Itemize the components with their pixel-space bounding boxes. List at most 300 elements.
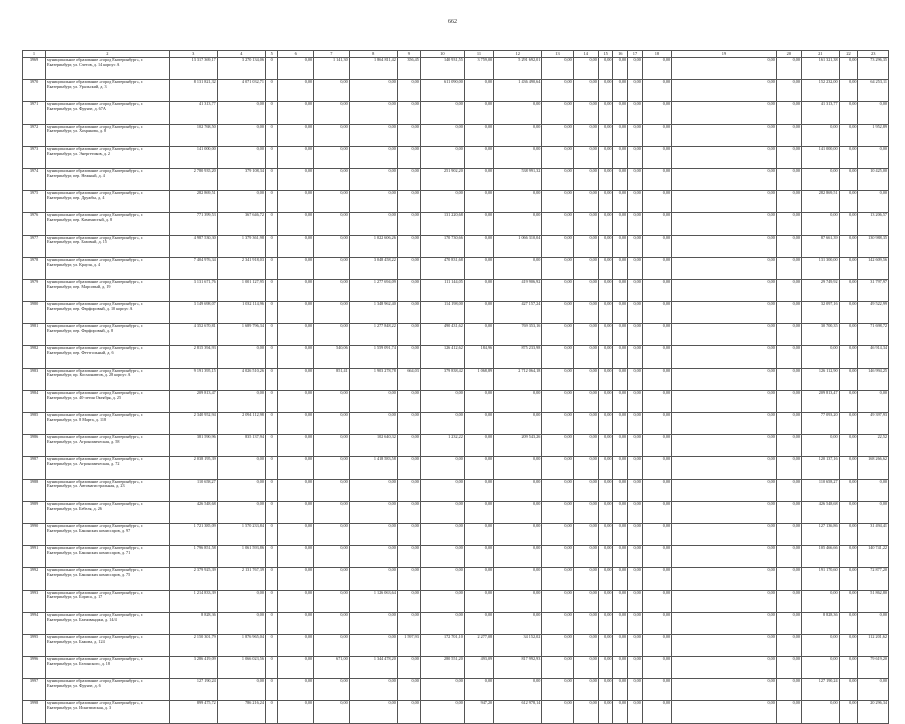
value-cell: 0,00 bbox=[420, 612, 464, 634]
value-cell: 0,00 bbox=[217, 612, 265, 634]
value-cell: 0,00 bbox=[776, 501, 801, 523]
value-cell: 0,00 bbox=[598, 124, 613, 146]
value-cell: 0,00 bbox=[314, 390, 350, 412]
address-cell: муниципальное образование «город Екатеринбург», г. Екатеринбург, ул. Хохрякова, д. 8 bbox=[46, 124, 170, 146]
value-cell: 0 bbox=[265, 634, 278, 656]
value-cell: 2 131 767,39 bbox=[217, 568, 265, 590]
value-cell: 0,00 bbox=[613, 679, 628, 701]
value-cell: 0,00 bbox=[598, 390, 613, 412]
value-cell: 0,00 bbox=[598, 523, 613, 545]
value-cell: 0,00 bbox=[397, 435, 420, 457]
value-cell: 0,00 bbox=[314, 701, 350, 723]
row-id-cell: 3996 bbox=[23, 657, 46, 679]
value-cell: 0,00 bbox=[628, 168, 643, 190]
value-cell: 0,00 bbox=[613, 612, 628, 634]
value-cell: 0,00 bbox=[278, 568, 314, 590]
value-cell: 0,00 bbox=[542, 568, 573, 590]
table-row bbox=[23, 80, 889, 102]
value-cell: 0 bbox=[265, 390, 278, 412]
value-cell: 0,00 bbox=[217, 479, 265, 501]
value-cell: 0,00 bbox=[314, 213, 350, 235]
value-cell: 0,00 bbox=[464, 457, 493, 479]
value-cell: 0,00 bbox=[278, 701, 314, 723]
value-cell: 0,00 bbox=[839, 501, 858, 523]
value-cell: 0,00 bbox=[628, 568, 643, 590]
value-cell: 2 780 935,20 bbox=[169, 168, 217, 190]
value-cell: 0,00 bbox=[858, 612, 889, 634]
value-cell: 0,00 bbox=[278, 324, 314, 346]
value-cell: 1 418 583,58 bbox=[349, 457, 397, 479]
value-cell: 0,00 bbox=[839, 701, 858, 723]
value-cell: 5 291 692,01 bbox=[494, 58, 542, 80]
value-cell: 0,00 bbox=[397, 302, 420, 324]
value-cell: 0,00 bbox=[542, 80, 573, 102]
value-cell: 0,00 bbox=[278, 257, 314, 279]
value-cell: 0,00 bbox=[598, 546, 613, 568]
value-cell: 41 313,77 bbox=[801, 102, 839, 124]
value-cell: 0,00 bbox=[613, 213, 628, 235]
table-row bbox=[23, 413, 889, 435]
value-cell: 0,00 bbox=[314, 523, 350, 545]
value-cell: 0,00 bbox=[494, 568, 542, 590]
address-cell: муниципальное образование «город Екатеринбург», г. Екатеринбург, пер. Фарфоровый, д. 10 корпус А bbox=[46, 302, 170, 324]
value-cell: 0,00 bbox=[494, 523, 542, 545]
value-cell: 0,00 bbox=[314, 168, 350, 190]
table-row bbox=[23, 701, 889, 723]
value-cell: 0,00 bbox=[542, 58, 573, 80]
value-cell: 0,00 bbox=[349, 546, 397, 568]
value-cell: 0,00 bbox=[672, 390, 777, 412]
value-cell: 0,00 bbox=[613, 634, 628, 656]
value-cell: 72 877,20 bbox=[858, 568, 889, 590]
value-cell: 0,00 bbox=[642, 191, 671, 213]
value-cell: 3 286 419,09 bbox=[169, 657, 217, 679]
value-cell: 0,00 bbox=[420, 191, 464, 213]
value-cell: 0 bbox=[265, 124, 278, 146]
row-id-cell: 3990 bbox=[23, 523, 46, 545]
value-cell: 79 619,20 bbox=[858, 657, 889, 679]
value-cell: 0,00 bbox=[628, 479, 643, 501]
value-cell: 0,00 bbox=[776, 523, 801, 545]
value-cell: 46 914,34 bbox=[858, 346, 889, 368]
value-cell: 0,00 bbox=[464, 191, 493, 213]
value-cell: 0 bbox=[265, 279, 278, 301]
value-cell: 0,00 bbox=[672, 679, 777, 701]
value-cell: 0,00 bbox=[642, 568, 671, 590]
value-cell: 32 097,16 bbox=[801, 302, 839, 324]
value-cell: 0,00 bbox=[314, 102, 350, 124]
address-cell: муниципальное образование «город Екатеринбург», г. Екатеринбург, пер. Марсовый, д. 19 bbox=[46, 279, 170, 301]
value-cell: 0,00 bbox=[858, 146, 889, 168]
value-cell: 209 813,47 bbox=[169, 390, 217, 412]
value-cell: 0,00 bbox=[642, 368, 671, 390]
value-cell: 0,00 bbox=[349, 523, 397, 545]
value-cell: 0,00 bbox=[613, 346, 628, 368]
value-cell: 51 862,80 bbox=[858, 590, 889, 612]
value-cell: 0,00 bbox=[839, 302, 858, 324]
table-row bbox=[23, 479, 889, 501]
value-cell: 41 313,77 bbox=[169, 102, 217, 124]
value-cell: 1 903 278,78 bbox=[349, 368, 397, 390]
value-cell: 0,00 bbox=[397, 413, 420, 435]
value-cell: 0,00 bbox=[278, 346, 314, 368]
address-cell: муниципальное образование «город Екатеринбург», г. Екатеринбург, ул. Автомагистральная, д. 23 bbox=[46, 479, 170, 501]
value-cell: 0,00 bbox=[839, 324, 858, 346]
value-cell: 0,00 bbox=[642, 58, 671, 80]
value-cell: 0,00 bbox=[420, 457, 464, 479]
address-cell: муниципальное образование «город Екатеринбург», г. Екатеринбург, пер. Феттгольный, д. 6 bbox=[46, 346, 170, 368]
address-cell: муниципальное образование «город Екатеринбург», г. Екатеринбург, ул. Фрунзе, д. 67А bbox=[46, 102, 170, 124]
value-cell: 470 831,68 bbox=[420, 257, 464, 279]
value-cell: 0,00 bbox=[598, 168, 613, 190]
column-number-cell: 3 bbox=[169, 51, 217, 58]
value-cell: 0,00 bbox=[573, 191, 598, 213]
row-id-cell: 3973 bbox=[23, 146, 46, 168]
value-cell: 0,00 bbox=[776, 634, 801, 656]
value-cell: 0,00 bbox=[397, 146, 420, 168]
value-cell: 0,00 bbox=[494, 191, 542, 213]
value-cell: 0,00 bbox=[420, 102, 464, 124]
row-id-cell: 3985 bbox=[23, 413, 46, 435]
value-cell: 126 112,90 bbox=[801, 368, 839, 390]
address-cell: муниципальное образование «город Екатеринбург», г. Екатеринбург, пер. Нежный, д. 4 bbox=[46, 168, 170, 190]
value-cell: 0,00 bbox=[598, 634, 613, 656]
row-id-cell: 3993 bbox=[23, 590, 46, 612]
value-cell: 0 bbox=[265, 612, 278, 634]
value-cell: 0,00 bbox=[397, 701, 420, 723]
value-cell: 0,00 bbox=[858, 501, 889, 523]
value-cell: 0,00 bbox=[349, 124, 397, 146]
value-cell: 0,00 bbox=[278, 657, 314, 679]
value-cell: 0 bbox=[265, 168, 278, 190]
value-cell: 0,00 bbox=[278, 80, 314, 102]
value-cell: 0,00 bbox=[278, 191, 314, 213]
value-cell: 120 137,16 bbox=[801, 457, 839, 479]
value-cell: 0,00 bbox=[278, 146, 314, 168]
value-cell: 0,00 bbox=[776, 235, 801, 257]
value-cell: 0,00 bbox=[598, 413, 613, 435]
value-cell: 0,00 bbox=[642, 390, 671, 412]
value-cell: 0,00 bbox=[464, 235, 493, 257]
value-cell: 140 931,55 bbox=[420, 58, 464, 80]
value-cell: 0,00 bbox=[776, 368, 801, 390]
value-cell: 0,00 bbox=[217, 191, 265, 213]
value-cell: 0,00 bbox=[672, 546, 777, 568]
row-id-cell: 3987 bbox=[23, 457, 46, 479]
value-cell: 0,00 bbox=[494, 501, 542, 523]
table-row bbox=[23, 612, 889, 634]
value-cell: 0,00 bbox=[839, 58, 858, 80]
value-cell: 947,20 bbox=[464, 701, 493, 723]
value-cell: 0,00 bbox=[839, 612, 858, 634]
value-cell: 0,00 bbox=[573, 58, 598, 80]
column-number-cell: 19 bbox=[672, 51, 777, 58]
address-cell: муниципальное образование «город Екатеринбург», г. Екатеринбург, ул. Белинского, д. 18 bbox=[46, 657, 170, 679]
row-id-cell: 3970 bbox=[23, 80, 46, 102]
value-cell: 0,00 bbox=[349, 390, 397, 412]
value-cell: 0,00 bbox=[642, 324, 671, 346]
value-cell: 0,00 bbox=[314, 435, 350, 457]
value-cell: 0,00 bbox=[314, 634, 350, 656]
address-cell: муниципальное образование «город Екатеринбург», г. Екатеринбург, ул. Бакинских комиссаров, д. 97 bbox=[46, 523, 170, 545]
value-cell: 0,00 bbox=[349, 80, 397, 102]
value-cell: 0,00 bbox=[420, 413, 464, 435]
value-cell: 0,00 bbox=[642, 501, 671, 523]
value-cell: 0,00 bbox=[839, 80, 858, 102]
value-cell: 0,00 bbox=[278, 302, 314, 324]
value-cell: 0 bbox=[265, 546, 278, 568]
value-cell: 0,00 bbox=[217, 146, 265, 168]
value-cell: 0,00 bbox=[349, 568, 397, 590]
value-cell: 0,00 bbox=[776, 546, 801, 568]
table-row bbox=[23, 568, 889, 590]
value-cell: 0,00 bbox=[776, 146, 801, 168]
value-cell: 0,00 bbox=[542, 523, 573, 545]
value-cell: 0,00 bbox=[278, 168, 314, 190]
value-cell: 0,00 bbox=[839, 368, 858, 390]
value-cell: 0,00 bbox=[464, 257, 493, 279]
value-cell: 0,00 bbox=[598, 102, 613, 124]
value-cell: 0,00 bbox=[628, 657, 643, 679]
value-cell: 0,00 bbox=[314, 279, 350, 301]
value-cell: 0,00 bbox=[628, 235, 643, 257]
value-cell: 0,00 bbox=[420, 679, 464, 701]
value-cell: 71 698,72 bbox=[858, 324, 889, 346]
value-cell: 0,00 bbox=[839, 390, 858, 412]
value-cell: 0,00 bbox=[542, 390, 573, 412]
value-cell: 0,00 bbox=[839, 168, 858, 190]
value-cell: 0,00 bbox=[839, 191, 858, 213]
address-cell: муниципальное образование «город Екатеринбург», г. Екатеринбург, ул. 8 Марта, д. 118 bbox=[46, 413, 170, 435]
value-cell: 0,00 bbox=[628, 612, 643, 634]
value-cell: 0,00 bbox=[494, 146, 542, 168]
page-number: 662 bbox=[448, 19, 457, 25]
table-row bbox=[23, 235, 889, 257]
value-cell: 0,00 bbox=[642, 413, 671, 435]
row-id-cell: 3991 bbox=[23, 546, 46, 568]
value-cell: 0,00 bbox=[613, 457, 628, 479]
table-row bbox=[23, 679, 889, 701]
value-cell: 0,00 bbox=[278, 679, 314, 701]
table-body bbox=[23, 58, 889, 724]
value-cell: 0,00 bbox=[542, 501, 573, 523]
row-id-cell: 3994 bbox=[23, 612, 46, 634]
value-cell: 0,00 bbox=[628, 257, 643, 279]
value-cell: 0,00 bbox=[278, 457, 314, 479]
value-cell: 0,00 bbox=[349, 634, 397, 656]
value-cell: 34 152,02 bbox=[494, 634, 542, 656]
value-cell: 0,00 bbox=[598, 346, 613, 368]
value-cell: 0 bbox=[265, 324, 278, 346]
value-cell: 0 bbox=[265, 58, 278, 80]
row-id-cell: 3986 bbox=[23, 435, 46, 457]
value-cell: 161 321,38 bbox=[801, 58, 839, 80]
value-cell: 0 bbox=[265, 235, 278, 257]
row-id-cell: 3977 bbox=[23, 235, 46, 257]
value-cell: 0,00 bbox=[397, 479, 420, 501]
value-cell: 0,00 bbox=[776, 257, 801, 279]
value-cell: 0,00 bbox=[801, 634, 839, 656]
value-cell: 8 828,36 bbox=[169, 612, 217, 634]
value-cell: 0,00 bbox=[776, 124, 801, 146]
value-cell: 0,00 bbox=[420, 124, 464, 146]
value-cell: 0,00 bbox=[598, 479, 613, 501]
value-cell: 0,00 bbox=[628, 590, 643, 612]
value-cell: 2 038 195,39 bbox=[169, 457, 217, 479]
value-cell: 0,00 bbox=[278, 390, 314, 412]
value-cell: 0,00 bbox=[397, 213, 420, 235]
address-cell: муниципальное образование «город Екатеринбург», г. Екатеринбург, ул. Искитимская, д. 3 bbox=[46, 701, 170, 723]
value-cell: 0,00 bbox=[598, 590, 613, 612]
value-cell: 0,00 bbox=[598, 679, 613, 701]
value-cell: 0 bbox=[265, 457, 278, 479]
value-cell: 0,00 bbox=[839, 346, 858, 368]
value-cell: 0,00 bbox=[494, 457, 542, 479]
value-cell: 1 022 606,26 bbox=[349, 235, 397, 257]
value-cell: 0,00 bbox=[278, 58, 314, 80]
value-cell: 0,00 bbox=[776, 413, 801, 435]
value-cell: 4 352 670,81 bbox=[169, 324, 217, 346]
value-cell: 381 590,96 bbox=[169, 435, 217, 457]
value-cell: 112 201,62 bbox=[858, 634, 889, 656]
table-row bbox=[23, 257, 889, 279]
value-cell: 0,00 bbox=[464, 546, 493, 568]
column-number-cell: 7 bbox=[314, 51, 350, 58]
value-cell: 0,00 bbox=[628, 124, 643, 146]
value-cell: 851,41 bbox=[314, 368, 350, 390]
value-cell: 3 149 698,07 bbox=[169, 302, 217, 324]
value-cell: 0,00 bbox=[573, 235, 598, 257]
value-cell: 0,00 bbox=[672, 58, 777, 80]
value-cell: 0,00 bbox=[628, 191, 643, 213]
value-cell: 540,06 bbox=[314, 346, 350, 368]
value-cell: 0,00 bbox=[542, 346, 573, 368]
value-cell: 0,00 bbox=[613, 523, 628, 545]
column-number-cell: 20 bbox=[776, 51, 801, 58]
address-cell: муниципальное образование «город Екатеринбург», г. Екатеринбург, ул. Фрунзе, д. 6 bbox=[46, 679, 170, 701]
value-cell: 0,00 bbox=[573, 346, 598, 368]
value-cell: 0,00 bbox=[494, 679, 542, 701]
value-cell: 0,00 bbox=[314, 324, 350, 346]
value-cell: 282 869,51 bbox=[169, 191, 217, 213]
value-cell: 0,00 bbox=[464, 80, 493, 102]
value-cell: 0 bbox=[265, 346, 278, 368]
value-cell: 0,00 bbox=[642, 546, 671, 568]
value-cell: 0,00 bbox=[613, 324, 628, 346]
value-cell: 0,00 bbox=[397, 279, 420, 301]
value-cell: 0,00 bbox=[314, 235, 350, 257]
value-cell: 105 466,66 bbox=[801, 546, 839, 568]
value-cell: 0 bbox=[265, 435, 278, 457]
value-cell: 0,00 bbox=[278, 634, 314, 656]
value-cell: 0,00 bbox=[613, 302, 628, 324]
value-cell: 8 828,36 bbox=[801, 612, 839, 634]
column-number-cell: 11 bbox=[464, 51, 493, 58]
value-cell: 0,00 bbox=[598, 257, 613, 279]
value-cell: 127 190,24 bbox=[801, 679, 839, 701]
column-number-cell: 6 bbox=[278, 51, 314, 58]
value-cell: 0,00 bbox=[628, 634, 643, 656]
address-cell: муниципальное образование «город Екатеринбург», г. Екатеринбург, ул. Агрономическая, д. 58 bbox=[46, 435, 170, 457]
value-cell: 0,00 bbox=[672, 634, 777, 656]
value-cell: 0,00 bbox=[573, 701, 598, 723]
value-cell: 0,00 bbox=[573, 523, 598, 545]
value-cell: 0,00 bbox=[397, 235, 420, 257]
value-cell: 0,00 bbox=[598, 146, 613, 168]
value-cell: 0,00 bbox=[776, 435, 801, 457]
value-cell: 168 266,62 bbox=[858, 457, 889, 479]
column-number-cell: 9 bbox=[397, 51, 420, 58]
value-cell: 0,00 bbox=[397, 80, 420, 102]
value-cell: 0,00 bbox=[642, 346, 671, 368]
value-cell: 0,00 bbox=[573, 146, 598, 168]
value-cell: 0,00 bbox=[397, 346, 420, 368]
value-cell: 0,00 bbox=[278, 612, 314, 634]
table-row bbox=[23, 590, 889, 612]
address-cell: муниципальное образование «город Екатеринбург», г. Екатеринбург, ул. Агрономическая, д. 72 bbox=[46, 457, 170, 479]
value-cell: 0,00 bbox=[613, 657, 628, 679]
address-cell: муниципальное образование «город Екатеринбург», г. Екатеринбург, ул. Бориса, д. 17 bbox=[46, 590, 170, 612]
value-cell: 0,00 bbox=[573, 657, 598, 679]
value-cell: 0,00 bbox=[613, 146, 628, 168]
value-cell: 0,00 bbox=[314, 124, 350, 146]
value-cell: 0,00 bbox=[598, 324, 613, 346]
value-cell: 0,00 bbox=[642, 679, 671, 701]
value-cell: 0,00 bbox=[278, 546, 314, 568]
value-cell: 127 136,86 bbox=[801, 523, 839, 545]
value-cell: 1 066 310,04 bbox=[494, 235, 542, 257]
value-cell: 1 379 361,98 bbox=[217, 235, 265, 257]
value-cell: 0,00 bbox=[542, 257, 573, 279]
value-cell: 0,00 bbox=[628, 102, 643, 124]
value-cell: 0,00 bbox=[494, 413, 542, 435]
column-number-row bbox=[23, 51, 889, 58]
column-number-cell: 13 bbox=[542, 51, 573, 58]
value-cell: 13 206,57 bbox=[858, 213, 889, 235]
value-cell: 0,00 bbox=[542, 324, 573, 346]
value-cell: 0,00 bbox=[573, 679, 598, 701]
value-cell: 0,00 bbox=[349, 191, 397, 213]
value-cell: 0,00 bbox=[464, 479, 493, 501]
value-cell: 2 094 112,98 bbox=[217, 413, 265, 435]
value-cell: 0,00 bbox=[642, 168, 671, 190]
value-cell: 0,00 bbox=[464, 279, 493, 301]
value-cell: 0,00 bbox=[858, 679, 889, 701]
address-cell: муниципальное образование «город Екатеринбург», г. Екатеринбург, пер. Фарфоровый, д. 8 bbox=[46, 324, 170, 346]
value-cell: 0,00 bbox=[314, 568, 350, 590]
value-cell: 0,00 bbox=[573, 435, 598, 457]
value-cell: 2 712 064,18 bbox=[494, 368, 542, 390]
value-cell: 0,00 bbox=[573, 124, 598, 146]
value-cell: 0 bbox=[265, 657, 278, 679]
table-row bbox=[23, 102, 889, 124]
value-cell: 1 126 063,64 bbox=[349, 590, 397, 612]
value-cell: 131 220,68 bbox=[420, 213, 464, 235]
value-cell: 8 131 821,32 bbox=[169, 80, 217, 102]
value-cell: 0,00 bbox=[801, 590, 839, 612]
row-id-cell: 3975 bbox=[23, 191, 46, 213]
value-cell: 0,00 bbox=[464, 124, 493, 146]
value-cell: 0,00 bbox=[464, 568, 493, 590]
value-cell: 0,00 bbox=[598, 457, 613, 479]
value-cell: 172 701,10 bbox=[420, 634, 464, 656]
value-cell: 0,00 bbox=[598, 435, 613, 457]
value-cell: 0,00 bbox=[801, 657, 839, 679]
value-cell: 0,00 bbox=[858, 479, 889, 501]
table-row bbox=[23, 146, 889, 168]
value-cell: 0,00 bbox=[839, 279, 858, 301]
value-cell: 0,00 bbox=[598, 612, 613, 634]
